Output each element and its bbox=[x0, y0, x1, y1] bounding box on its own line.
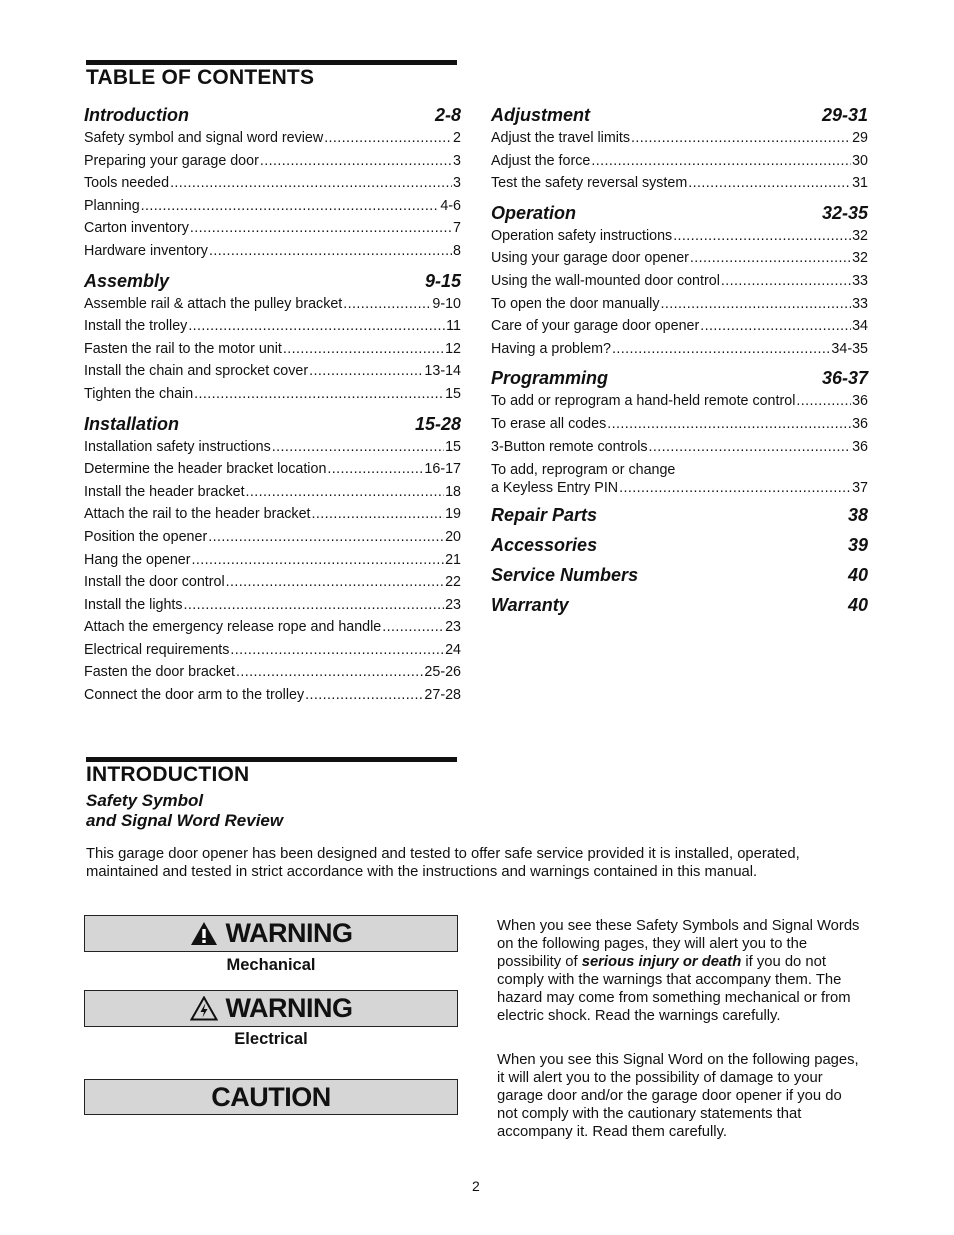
toc-entry-label: Connect the door arm to the trolley bbox=[84, 687, 305, 704]
toc-entry-label: Having a problem? bbox=[491, 340, 612, 357]
toc-entry-label: Fasten the rail to the motor unit bbox=[84, 340, 282, 357]
signal-words-paragraph bbox=[497, 917, 865, 1025]
toc-entry-label: To add, reprogram or change bbox=[491, 462, 676, 479]
toc-entry bbox=[491, 436, 868, 459]
toc-entry-label: Test the safety reversal system bbox=[491, 175, 688, 192]
toc-entry-label: Care of your garage door opener bbox=[491, 318, 700, 335]
toc-entry bbox=[84, 661, 461, 684]
toc-dot-leader bbox=[283, 338, 444, 361]
toc-dot-leader bbox=[226, 571, 444, 594]
toc-entry-page: 2 bbox=[453, 130, 461, 146]
toc-section-heading bbox=[491, 503, 868, 527]
toc-entry bbox=[491, 293, 868, 316]
toc-entry-page: 33 bbox=[852, 295, 868, 312]
toc-top-rule bbox=[86, 60, 457, 65]
toc-entry-page: 15 bbox=[445, 438, 461, 455]
toc-entry-page: 9-10 bbox=[432, 295, 461, 312]
toc-section-heading bbox=[491, 201, 868, 225]
toc-entry-page: 32 bbox=[852, 227, 868, 244]
toc-dot-leader bbox=[192, 549, 445, 572]
toc-section-title: Adjustment bbox=[491, 105, 590, 125]
toc-section-heading bbox=[84, 269, 461, 293]
toc-dot-leader bbox=[184, 594, 445, 617]
toc-entry-page: 33 bbox=[852, 272, 868, 289]
warning-electrical-box bbox=[84, 990, 458, 1027]
toc-section-pages: 32-35 bbox=[821, 202, 868, 223]
toc-entry bbox=[84, 571, 461, 594]
toc-section-title: Warranty bbox=[491, 595, 569, 616]
toc-entry bbox=[491, 338, 868, 361]
toc-dot-leader bbox=[343, 293, 431, 316]
toc-entry-page: 18 bbox=[445, 483, 461, 500]
toc-entry-page: 36 bbox=[852, 438, 868, 455]
toc-entry-label: Using your garage door opener bbox=[491, 250, 689, 267]
toc-entry-label: Planning bbox=[84, 197, 140, 214]
toc-entry-page: 36 bbox=[852, 415, 868, 432]
toc-entry bbox=[491, 225, 868, 248]
toc-entry-label: Installation safety instructions bbox=[84, 438, 271, 455]
toc-section-pages: 2-8 bbox=[434, 105, 461, 125]
toc-dot-leader bbox=[649, 436, 852, 459]
toc-entry-page: 25-26 bbox=[424, 664, 461, 681]
toc-entry bbox=[84, 195, 461, 218]
toc-entry bbox=[491, 247, 868, 270]
toc-entry bbox=[84, 240, 461, 263]
toc-entry bbox=[84, 217, 461, 240]
toc-dot-leader bbox=[272, 436, 444, 459]
toc-entry-page: 12 bbox=[445, 340, 461, 357]
toc-entry-label: To add or reprogram a hand-held remote control bbox=[491, 393, 796, 410]
toc-entry-page: 3 bbox=[453, 152, 461, 169]
toc-entry bbox=[84, 684, 461, 707]
toc-entry-label: Position the opener bbox=[84, 528, 208, 545]
toc-section-pages: 15-28 bbox=[414, 413, 461, 434]
toc-dot-leader bbox=[324, 127, 452, 150]
intro-title: INTRODUCTION bbox=[86, 763, 250, 786]
toc-entry bbox=[84, 150, 461, 173]
toc-dot-leader bbox=[619, 479, 851, 497]
toc-entry-page: 23 bbox=[445, 596, 461, 613]
intro-subtitle-line1: Safety Symbol bbox=[86, 791, 204, 810]
toc-entry-page: 22 bbox=[445, 574, 461, 591]
toc-section-heading bbox=[491, 366, 868, 390]
toc-dot-leader bbox=[327, 458, 423, 481]
toc-dot-leader bbox=[673, 225, 851, 248]
toc-entry-page: 20 bbox=[445, 528, 461, 545]
toc-section-title: Programming bbox=[491, 368, 609, 389]
toc-entry-label: Adjust the travel limits bbox=[491, 130, 631, 146]
toc-entry-page: 16-17 bbox=[424, 461, 461, 478]
toc-dot-leader bbox=[170, 172, 452, 195]
toc-section-pages: 36-37 bbox=[821, 368, 868, 389]
toc-entry-page: 7 bbox=[453, 220, 461, 237]
toc-section-pages: 38 bbox=[847, 505, 868, 526]
caution-paragraph: When you see this Signal Word on the following pages, it will alert you to the possibility of damage to your garage door and/or the garage door opener if you do not comply with the cautionary statements that accompany it. Read them carefully. bbox=[497, 1052, 859, 1140]
toc-entry-page: 19 bbox=[445, 506, 461, 523]
toc-entry bbox=[84, 338, 461, 361]
toc-section-pages: 40 bbox=[847, 565, 868, 586]
toc-entry-label: Using the wall-mounted door control bbox=[491, 272, 720, 289]
toc-entry-label: Electrical requirements bbox=[84, 641, 230, 658]
toc-entry bbox=[491, 461, 868, 497]
caution-label: CAUTION bbox=[211, 1081, 331, 1112]
serious-injury-emphasis: serious injury or death bbox=[581, 954, 742, 970]
toc-dot-leader bbox=[607, 413, 851, 436]
toc-dot-leader bbox=[796, 390, 851, 413]
toc-section-heading bbox=[84, 103, 461, 127]
toc-entry-page: 31 bbox=[852, 175, 868, 192]
toc-section-title: Assembly bbox=[84, 270, 170, 291]
toc-entry bbox=[84, 172, 461, 195]
toc-entry-page: 23 bbox=[445, 619, 461, 636]
toc-entry-page: 36 bbox=[852, 393, 868, 410]
toc-section-title: Service Numbers bbox=[491, 565, 639, 586]
toc-dot-leader bbox=[612, 338, 830, 361]
warning-triangle-icon bbox=[190, 921, 218, 946]
toc-entry-label: Carton inventory bbox=[84, 220, 189, 237]
toc-entry-page: 4-6 bbox=[440, 197, 461, 214]
toc-entry-label: To open the door manually bbox=[491, 295, 660, 312]
toc-entry-label: Hang the opener bbox=[84, 551, 191, 568]
toc-entry bbox=[491, 127, 868, 150]
toc-entry-page: 27-28 bbox=[424, 687, 461, 704]
toc-dot-leader bbox=[246, 481, 445, 504]
toc-entry-label: Install the chain and sprocket cover bbox=[84, 363, 309, 380]
toc-entry-page: 32 bbox=[852, 250, 868, 267]
toc-entry bbox=[491, 390, 868, 413]
toc-entry bbox=[84, 458, 461, 481]
toc-entry bbox=[84, 594, 461, 617]
toc-entry-label: 3-Button remote controls bbox=[491, 438, 648, 455]
toc-dot-leader bbox=[236, 661, 423, 684]
caution-box bbox=[84, 1079, 458, 1115]
toc-section-heading bbox=[491, 533, 868, 557]
toc-entry-page: 30 bbox=[852, 152, 868, 169]
toc-title: TABLE OF CONTENTS bbox=[86, 66, 315, 89]
toc-entry-label: Fasten the door bracket bbox=[84, 664, 235, 681]
toc-dot-leader bbox=[382, 616, 444, 639]
toc-entry bbox=[84, 436, 461, 459]
toc-entry-page: 8 bbox=[453, 242, 461, 259]
toc-entry bbox=[84, 616, 461, 639]
toc-entry-label: Install the door control bbox=[84, 574, 225, 591]
toc-entry bbox=[491, 150, 868, 173]
toc-entry-label: Install the trolley bbox=[84, 318, 188, 335]
toc-dot-leader bbox=[721, 270, 851, 293]
toc-entry-page: 37 bbox=[852, 480, 868, 497]
toc-dot-leader bbox=[194, 383, 444, 406]
toc-entry-label: Install the header bracket bbox=[84, 483, 245, 500]
toc-dot-leader bbox=[631, 127, 851, 150]
warning-mechanical-box bbox=[84, 915, 458, 952]
toc-section-title: Operation bbox=[491, 202, 577, 223]
toc-entry-label: Attach the rail to the header bracket bbox=[84, 506, 311, 523]
toc-entry bbox=[84, 293, 461, 316]
toc-entry-label: Attach the emergency release rope and handle bbox=[84, 619, 382, 636]
toc-entry bbox=[84, 481, 461, 504]
toc-entry-label: Tighten the chain bbox=[84, 385, 194, 402]
toc-entry bbox=[84, 315, 461, 338]
toc-entry-page: 3 bbox=[453, 175, 461, 192]
toc-dot-leader bbox=[309, 360, 423, 383]
warning-mechanical-label: WARNING bbox=[225, 918, 353, 948]
toc-entry-label: Operation safety instructions bbox=[491, 227, 673, 244]
toc-entry-page: 21 bbox=[445, 551, 461, 568]
toc-dot-leader bbox=[661, 293, 852, 316]
toc-section-title: Installation bbox=[84, 413, 180, 434]
toc-dot-leader bbox=[188, 315, 445, 338]
toc-entry-label: Preparing your garage door bbox=[84, 152, 259, 169]
warning-electrical-label: WARNING bbox=[225, 993, 353, 1023]
toc-dot-leader bbox=[700, 315, 851, 338]
toc-section-heading bbox=[491, 593, 868, 617]
toc-section-pages: 9-15 bbox=[424, 270, 461, 291]
toc-section-pages: 39 bbox=[847, 535, 868, 556]
toc-entry bbox=[84, 383, 461, 406]
toc-entry-label: Tools needed bbox=[84, 175, 170, 192]
toc-section-title: Accessories bbox=[491, 535, 598, 556]
toc-entry-page: 34 bbox=[852, 318, 868, 335]
toc-entry-label: Safety symbol and signal word review bbox=[84, 130, 324, 146]
toc-entry bbox=[491, 315, 868, 338]
toc-section-pages: 29-31 bbox=[821, 105, 868, 125]
intro-subtitle-line2: and Signal Word Review bbox=[86, 811, 284, 830]
toc-entry bbox=[491, 172, 868, 195]
toc-section-heading bbox=[491, 563, 868, 587]
toc-dot-leader bbox=[208, 526, 444, 549]
toc-section-title: Repair Parts bbox=[491, 505, 598, 526]
toc-dot-leader bbox=[688, 172, 851, 195]
toc-entry-label-line2: a Keyless Entry PIN bbox=[491, 480, 619, 497]
signal-words-text-end: if you do not comply with the warnings that accompany them. The hazard may come from something mechanical or from electric shock. Read the warnings carefully. bbox=[497, 954, 851, 1024]
toc-entry bbox=[84, 639, 461, 662]
toc-section-heading bbox=[491, 103, 868, 127]
toc-entry-page: 13-14 bbox=[424, 363, 461, 380]
toc-entry-page: 34-35 bbox=[831, 340, 868, 357]
toc-entry-label: Adjust the force bbox=[491, 152, 591, 169]
toc-left-column bbox=[84, 103, 461, 713]
toc-dot-leader bbox=[690, 247, 851, 270]
toc-dot-leader bbox=[209, 240, 452, 263]
toc-entry bbox=[84, 549, 461, 572]
toc-right-column bbox=[491, 103, 868, 623]
toc-dot-leader bbox=[591, 150, 851, 173]
toc-dot-leader bbox=[260, 150, 452, 173]
toc-dot-leader bbox=[312, 503, 445, 526]
toc-dot-leader bbox=[230, 639, 444, 662]
toc-entry-page: 29 bbox=[852, 130, 868, 146]
toc-entry-label: To erase all codes bbox=[491, 415, 607, 432]
signal-words-text-start: When you see these Safety Symbols and Signal Words on the following pages, they will alert you to the possibility of bbox=[497, 918, 860, 970]
intro-paragraph: This garage door opener has been designed and tested to offer safe service provided it is installed, operated, maintained and tested in strict accordance with the instructions and warnings contained in this manual. bbox=[86, 846, 800, 880]
intro-top-rule bbox=[86, 757, 457, 762]
toc-dot-leader bbox=[305, 684, 423, 707]
toc-section-pages: 40 bbox=[847, 595, 868, 616]
toc-entry bbox=[84, 503, 461, 526]
warning-electrical-caption: Electrical bbox=[234, 1030, 308, 1048]
toc-entry-page: 11 bbox=[446, 318, 461, 335]
toc-entry bbox=[84, 526, 461, 549]
toc-dot-leader bbox=[190, 217, 452, 240]
page-number: 2 bbox=[472, 1178, 480, 1194]
toc-section-heading bbox=[84, 412, 461, 436]
toc-entry-page: 24 bbox=[445, 641, 461, 658]
toc-entry bbox=[84, 360, 461, 383]
toc-entry-page: 15 bbox=[445, 385, 461, 402]
toc-entry bbox=[491, 270, 868, 293]
toc-dot-leader bbox=[141, 195, 440, 218]
electric-warning-icon bbox=[190, 996, 218, 1021]
toc-entry-label: Assemble rail & attach the pulley bracket bbox=[84, 295, 343, 312]
toc-entry bbox=[84, 127, 461, 150]
toc-entry bbox=[491, 413, 868, 436]
warning-mechanical-caption: Mechanical bbox=[226, 956, 316, 974]
toc-section-title: Introduction bbox=[84, 105, 189, 125]
toc-entry-label: Install the lights bbox=[84, 596, 183, 613]
toc-entry-label: Hardware inventory bbox=[84, 242, 208, 259]
toc-entry-label: Determine the header bracket location bbox=[84, 461, 327, 478]
intro-subtitle bbox=[86, 791, 283, 831]
